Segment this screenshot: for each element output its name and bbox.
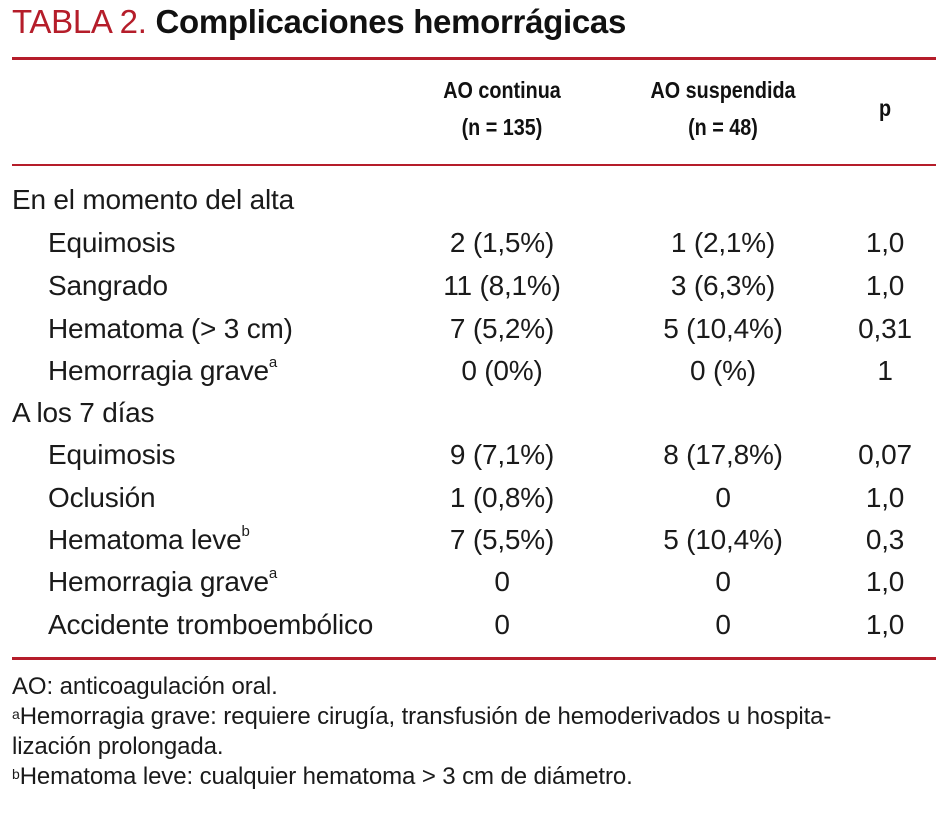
- header-p: [841, 90, 929, 127]
- cell-p: 0,07: [858, 439, 912, 470]
- header-ao-continua-label: AO continua: [443, 77, 561, 103]
- row-label: Equimosis: [48, 439, 176, 470]
- cell-p: 1: [877, 355, 893, 386]
- table-row: [12, 308, 936, 350]
- header-ao-continua: [407, 72, 596, 146]
- row-label: Oclusión: [48, 482, 156, 513]
- footnote-a-continued: lización prolongada.: [12, 733, 224, 760]
- row-label: Accidente tromboembólico: [48, 609, 374, 640]
- cell-ao-suspendida: 5 (10,4%): [663, 313, 783, 344]
- section-label: A los 7 días: [12, 397, 155, 428]
- cell-ao-continua: 11 (8,1%): [443, 270, 561, 301]
- cell-ao-suspendida: 8 (17,8%): [663, 439, 783, 470]
- row-label: Hematoma (> 3 cm): [48, 313, 293, 344]
- header-ao-suspendida-n: (n = 48): [688, 114, 758, 140]
- cell-ao-suspendida: 0: [715, 609, 731, 640]
- cell-ao-suspendida: 0: [715, 482, 731, 513]
- cell-p: 1,0: [865, 566, 905, 597]
- cell-ao-suspendida: 0 (%): [690, 355, 756, 386]
- footnote-a: $^a$Hemorragia grave: requiere cirugía, transfusión de hemoderivados u hospita-: [12, 703, 832, 730]
- header-ao-continua-n: (n = 135): [461, 114, 543, 140]
- header-ao-suspendida-label: AO suspendida: [650, 77, 796, 103]
- cell-p: 0,31: [858, 313, 912, 344]
- cell-ao-suspendida: 5 (10,4%): [663, 524, 783, 555]
- table-row: [12, 434, 936, 476]
- row-label: Hemorragia grave$^a$: [48, 354, 278, 386]
- cell-p: 0,3: [865, 524, 905, 555]
- cell-p: 1,0: [865, 482, 905, 513]
- section-header: [12, 392, 936, 434]
- table-row: [12, 265, 936, 307]
- cell-ao-continua: 0 (0%): [461, 355, 543, 386]
- bottom-rule: [12, 657, 936, 660]
- cell-p: 1,0: [865, 609, 905, 640]
- table-number: TABLA 2.: [12, 3, 147, 40]
- section-label: En el momento del alta: [12, 184, 294, 215]
- cell-p: 1,0: [865, 270, 905, 301]
- header-ao-suspendida: [628, 72, 819, 146]
- footnote-b: $^b$Hematoma leve: cualquier hematoma > 3 cm de diámetro.: [12, 763, 633, 790]
- table-row: [12, 561, 936, 603]
- cell-ao-continua: 9 (7,1%): [449, 439, 555, 470]
- table-row: [12, 519, 936, 561]
- cell-ao-continua: 0: [494, 609, 510, 640]
- table-row: [12, 222, 936, 264]
- cell-ao-continua: 1 (0,8%): [449, 482, 555, 513]
- table-caption: Complicaciones hemorrágicas: [155, 3, 627, 40]
- cell-ao-suspendida: 1 (2,1%): [670, 227, 776, 258]
- cell-ao-continua: 0: [494, 566, 510, 597]
- top-rule: [12, 57, 936, 60]
- cell-p: 1,0: [865, 227, 905, 258]
- header-p-label: p: [878, 95, 892, 121]
- row-label: Hemorragia grave$^a$: [48, 565, 278, 597]
- cell-ao-continua: 2 (1,5%): [449, 227, 555, 258]
- row-label: Equimosis: [48, 227, 176, 258]
- row-label: Sangrado: [48, 270, 168, 301]
- header-rule: [12, 164, 936, 166]
- cell-ao-continua: 7 (5,2%): [449, 313, 555, 344]
- cell-ao-suspendida: 3 (6,3%): [670, 270, 776, 301]
- table-row: [12, 604, 936, 646]
- table-row: [12, 350, 936, 392]
- cell-ao-suspendida: 0: [715, 566, 731, 597]
- row-label: Hematoma leve$^b$: [48, 523, 250, 555]
- cell-ao-continua: 7 (5,5%): [449, 524, 555, 555]
- table-footnotes: [12, 672, 936, 792]
- table-title: [12, 2, 626, 42]
- section-header: [12, 179, 936, 221]
- footnote-abbreviation: AO: anticoagulación oral.: [12, 673, 278, 700]
- table-row: [12, 477, 936, 519]
